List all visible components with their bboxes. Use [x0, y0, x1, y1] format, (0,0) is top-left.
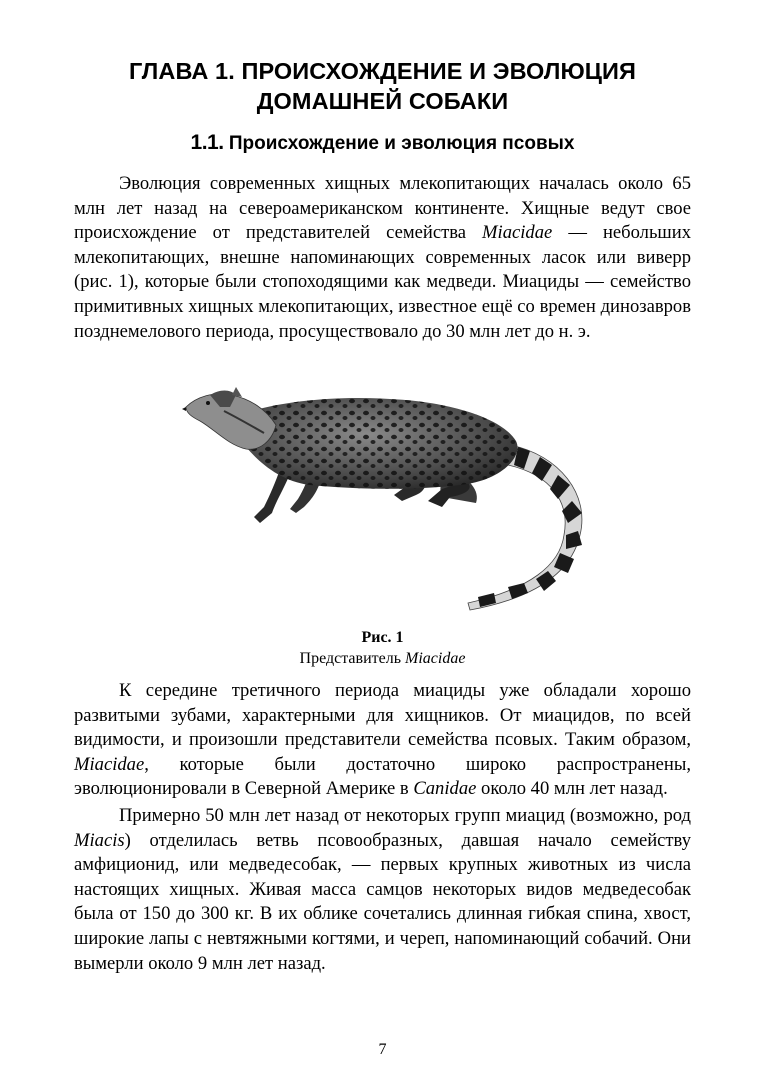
paragraph-2-text-a: К середине третичного периода миациды уже обладали хорошо развитыми зубами, характерными для хищников. От миацидов, по всей видимости, и произошли представители семейства псовых. Таким образом, — [74, 680, 691, 751]
paragraph-2-term-miacidae: Miacidae — [74, 753, 145, 775]
paragraph-2-term-canidae: Canidae — [413, 778, 477, 800]
paragraph-2 — [74, 679, 691, 802]
paragraph-1-text-a: Эволюция современных хищных млекопитающих началась около 65 млн лет назад на североамериканском континенте. Хищные ведут свое происхождение от представителей семейства — [74, 173, 691, 244]
page-number: 7 — [378, 1041, 387, 1058]
paragraph-1-text-b: — небольших млекопитающих, внешне напоминающих современных ласок или виверр (рис. 1), которые были стопоходящими как медведи. Миациды — семейство примитивных хищных млекопитающих, известное ещё со времен динозавров позднемелового периода, просуществовало до 30 млн лет до н. э. — [74, 222, 691, 342]
miacid-animal-illustration — [180, 385, 600, 617]
paragraph-2-text-b: , которые были достаточно широко распространены, эволюционировали в Северной Америке в — [74, 753, 691, 800]
book-page — [74, 0, 691, 1079]
paragraph-3 — [74, 804, 691, 976]
section-title-text: Происхождение и эволюция псовых — [228, 133, 575, 154]
chapter-title-line-1: ГЛАВА 1. ПРОИСХОЖДЕНИЕ И ЭВОЛЮЦИЯ — [128, 58, 637, 84]
text-block-1 — [74, 172, 691, 344]
chapter-title — [74, 56, 691, 116]
paragraph-3-text-a: Примерно 50 млн лет назад от некоторых групп миацид (возможно, род — [119, 804, 691, 826]
paragraph-3-term-miacis: Miacis — [74, 829, 125, 851]
section-number: 1.1. — [190, 131, 224, 154]
figure-caption-term: Miacidae — [405, 650, 466, 667]
paragraph-2-text-c: около 40 млн лет назад. — [476, 778, 668, 800]
paragraph-1-term-miacidae: Miacidae — [482, 222, 553, 244]
text-block-2 — [74, 679, 691, 976]
paragraph-3-text-b: ) отделилась ветвь псовообразных, давшая начало семейству амфиционид, или медведесобак, — первых крупных животных из числа настоящих хищных. Живая масса самцов некоторых видов медведесобак была от 150 до 300 кг. В их облике сочетались длинная гибкая спина, хвост, широкие лапы с невтяжными когтями, и череп, напоминающий собачий. Они вымерли около 9 млн лет назад. — [74, 829, 691, 974]
figure-caption-prefix: Представитель — [299, 650, 406, 667]
section-title — [74, 130, 691, 157]
chapter-title-line-2: ДОМАШНЕЙ СОБАКИ — [256, 88, 509, 114]
figure-miacidae-illustration — [180, 385, 600, 617]
figure-caption — [74, 649, 691, 669]
figure-label: Рис. 1 — [361, 629, 404, 646]
paragraph-1 — [74, 172, 691, 344]
